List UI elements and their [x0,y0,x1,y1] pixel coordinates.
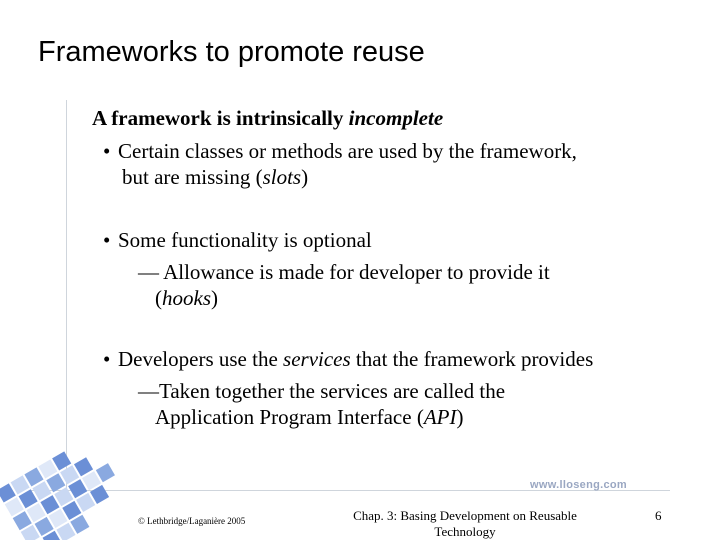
main-point [92,106,443,130]
tile-mosaic-graphic [0,440,160,540]
bullet-3-text-2: that the framework provides [350,347,594,371]
bullet-3-emphasis: services [283,347,351,371]
website-url: www.lloseng.com [530,479,627,491]
bullet-3-sub-text: Application Program Interface ( [155,405,424,429]
main-point-emphasis: incomplete [348,106,444,130]
bullet-2-sub-text-2: ) [211,286,218,310]
bullet-3-sub-emphasis: API [423,405,457,429]
bullet-1-text: Certain classes or methods are used by the framework, [118,139,577,163]
page-number: 6 [655,508,662,523]
slide-title: Frameworks to promote reuse [38,36,425,68]
bullet-marker: • [103,228,111,252]
bullet-1-emphasis: slots [262,165,302,189]
bullet-2-sub-line-2 [155,286,218,310]
bullet-1-text-3: ) [301,165,309,189]
bullet-2-sub-line-1: — Allowance is made for developer to provide it [138,260,550,284]
bullet-2-text: Some functionality is optional [118,228,372,252]
vertical-rule [66,100,67,490]
bullet-marker: • [103,347,111,371]
main-point-text: A framework is intrinsically [92,106,349,130]
bullet-1-text-2: but are missing ( [122,165,263,189]
bullet-3-sub-text-2: ) [456,405,464,429]
bullet-2-emphasis: hooks [162,286,211,310]
bullet-marker: • [103,139,111,163]
bullet-3-text: Developers use the [118,347,284,371]
bullet-1-line-2 [122,165,308,189]
bullet-3-sub-line-2 [155,405,463,429]
bullet-2-sub-text: ( [155,286,162,310]
bullet-3-line-1 [103,347,593,371]
bullet-2-line-1 [103,228,372,252]
copyright-notice: © Lethbridge/Laganière 2005 [138,516,246,526]
chapter-title: Chap. 3: Basing Development on Reusable Technology [353,508,577,539]
bullet-1-line-1 [103,139,577,163]
bullet-3-sub-line-1: —Taken together the services are called the [138,379,506,403]
